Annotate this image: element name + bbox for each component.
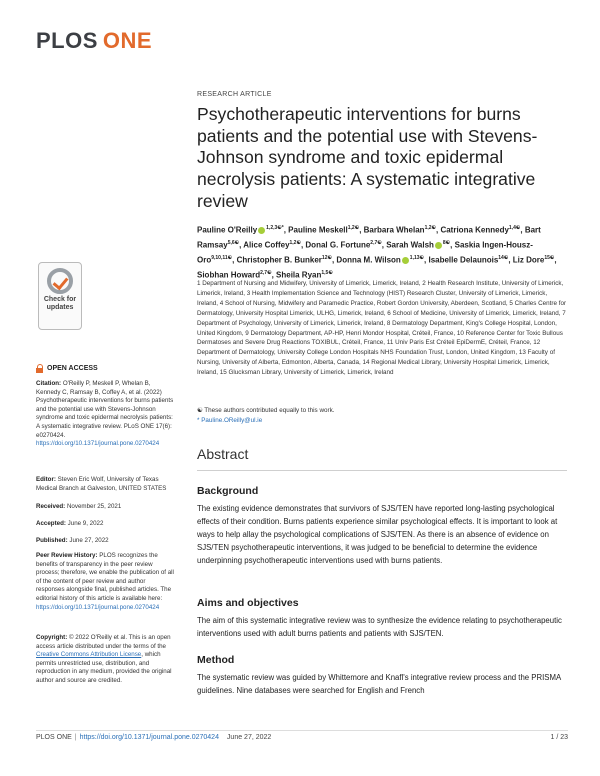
editor-text: Steven Eric Wolf, University of Texas Medical Branch at Galveston, UNITED STATES xyxy=(36,476,167,492)
copyright-block xyxy=(36,634,174,686)
author-separator: , xyxy=(554,255,557,265)
author-name[interactable]: Christopher B. Bunker xyxy=(236,255,322,265)
published-block xyxy=(36,537,174,546)
author-separator: , xyxy=(232,255,237,265)
published-label: Published: xyxy=(36,537,68,544)
author-affiliation-sup: 2,7☯ xyxy=(370,239,382,246)
article-type: RESEARCH ARTICLE xyxy=(197,91,272,98)
accepted-block xyxy=(36,520,174,529)
received-label: Received: xyxy=(36,503,66,510)
author-separator: , xyxy=(331,255,337,265)
author-affiliation-sup: 1,4☯ xyxy=(508,225,521,231)
footer-journal: PLOS ONE xyxy=(36,734,72,741)
citation-label: Citation: xyxy=(36,380,62,387)
section-text-aims: The aim of this systematic integrative review was to synthesize the evidence relating to psychotherapeutic interventions used with adult burns patients and patients with SJS/TEN. xyxy=(197,616,562,639)
author-affiliation-sup: 1,5☯ xyxy=(321,269,333,276)
check-for-updates-badge[interactable] xyxy=(38,262,82,330)
received-block xyxy=(36,503,174,512)
editor-block xyxy=(36,476,174,493)
copyright-label: Copyright: xyxy=(36,634,68,641)
peer-review-link[interactable]: https://doi.org/10.1371/journal.pone.0270424 xyxy=(36,603,160,611)
article-title: Psychotherapeutic interventions for burns patients and the potential use with Stevens-Johnson syndrome and toxic epidermal necrolysis patients: A systematic integrative review xyxy=(197,104,538,211)
cc-license-link[interactable]: Creative Commons Attribution License xyxy=(36,651,142,659)
author-name[interactable]: Pauline Meskell xyxy=(288,225,348,235)
author-separator: , xyxy=(436,225,441,235)
author-separator: , xyxy=(239,240,244,250)
author-name[interactable]: Donal G. Fortune xyxy=(305,240,371,250)
journal-logo[interactable] xyxy=(36,28,152,54)
author-list xyxy=(197,222,567,281)
author-name[interactable]: Liz Dore xyxy=(512,255,545,265)
author-separator: , xyxy=(508,255,513,265)
author-affiliation-sup: 9,10,11☯ xyxy=(211,254,233,261)
citation-text: O'Reilly P, Meskell P, Whelan B, Kennedy C, Ramsay B, Coffey A, et al. (2022) Psychotherapeutic interventions for burns patients and the potential use with Stevens-Johnson syndrome and toxic epidermal necrolysis patients: A systematic integrative review. PLoS ONE 17(6): e0270424. xyxy=(36,380,174,439)
peer-review-block xyxy=(36,552,174,612)
footer-divider xyxy=(36,730,568,731)
author-separator: , xyxy=(520,225,525,235)
orcid-icon[interactable] xyxy=(258,227,265,234)
copyright-text-1: © 2022 O'Reilly et al. This is an open access article distributed under the terms of the xyxy=(36,634,171,650)
check-updates-line2: updates xyxy=(46,304,74,311)
author-affiliation-sup: 12☯ xyxy=(321,254,332,261)
logo-one: ONE xyxy=(102,28,153,53)
author-name[interactable]: Barbara Whelan xyxy=(363,225,425,235)
orcid-icon[interactable] xyxy=(402,257,409,264)
affiliations: 1 Department of Nursing and Midwifery, University of Limerick, Limerick, Ireland, 2 Health Research Institute, University of Limerick, Limerick, Ireland, 3 Health Implementation Science and Technology (HIST) Research Cluster, University of Limerick, Limerick, Ireland, 4 School of Nursing, Midwifery and Paramedic Practice, Robert Gordon University, Aberdeen, Scotland, 5 Charles Centre for Dermatology, University Hospital Limerick, ULHG, Limerick, Ireland, 6 School of Medicine, University of Limerick, Limerick, Ireland, 7 Department of Psychology, University of Limerick, Limerick, Ireland, 8 Dermatology Department, King's College Hospital, London, United Kingdom, 9 Dermatology Department, AP-HP, Henri Mondor Hospital, Créteil, France, 10 Reference Center for Toxic Bullous Dermatoses and Severe Drug Reactions TOXIBUL, Créteil, France, 11 Univ Paris Est Créteil EpiDermE, Créteil, France, 12 Department of Dermatology, University College London Hospitals NHS Foundation Trust, London, United Kingdom, 13 Faculty of Nursing, University of Alberta, Edmonton, Alberta, Canada, 14 Regional Medical Library, University Hospital Limerick, Limerick, Ireland, 15 Glucksman Library, University of Limerick, Limerick, Ireland xyxy=(197,280,567,377)
author-name[interactable]: Isabelle Delaunois xyxy=(428,255,499,265)
author-affiliation-sup: 15☯ xyxy=(544,254,555,261)
author-name[interactable]: Pauline O'Reilly xyxy=(197,225,258,235)
author-separator: , xyxy=(381,240,387,250)
abstract-divider xyxy=(197,470,567,471)
copyright-text-2: , which permits unrestricted use, distribution, and reproduction in any medium, provided the original author and source are credited. xyxy=(36,651,172,684)
logo-plos: PLOS xyxy=(36,28,98,53)
equal-contribution-note: ☯ These authors contributed equally to this work. xyxy=(197,407,335,414)
author-separator: , xyxy=(424,255,429,265)
section-heading-aims: Aims and objectives xyxy=(197,597,299,609)
author-affiliation-sup: 14☯ xyxy=(498,254,509,261)
author-affiliation-sup: 1,2☯ xyxy=(347,225,360,231)
author-name[interactable]: Sheila Ryan xyxy=(276,270,322,280)
author-affiliation-sup: 5,6☯ xyxy=(227,239,240,246)
author-separator: , xyxy=(283,225,289,235)
orcid-icon[interactable] xyxy=(435,242,442,249)
peer-review-label: Peer Review History: xyxy=(36,552,98,559)
author-name[interactable]: Siobhan Howard xyxy=(197,270,261,280)
author-separator: , xyxy=(300,240,306,250)
abstract-heading: Abstract xyxy=(197,446,249,462)
check-updates-line1: Check for xyxy=(43,296,77,303)
author-name[interactable]: Catriona Kennedy xyxy=(440,225,509,235)
footer-separator: | xyxy=(74,734,77,741)
author-affiliation-sup: 1,13☯ xyxy=(409,254,425,261)
accepted-value: June 9, 2022 xyxy=(67,520,104,527)
check-updates-icon xyxy=(47,268,73,294)
accepted-label: Accepted: xyxy=(36,520,66,527)
open-access-label xyxy=(36,364,98,373)
editor-label: Editor: xyxy=(36,476,56,483)
author-name[interactable]: Bart Ramsay xyxy=(197,225,541,250)
author-affiliation-sup: 2,7☯ xyxy=(260,269,272,276)
citation-doi-link[interactable]: https://doi.org/10.1371/journal.pone.0270424 xyxy=(36,440,160,448)
author-name[interactable]: Saskia Ingen-Housz-Oro xyxy=(197,240,533,265)
author-name[interactable]: Sarah Walsh xyxy=(386,240,434,250)
received-value: November 25, 2021 xyxy=(66,503,122,510)
section-heading-method: Method xyxy=(197,654,235,666)
citation-block xyxy=(36,380,174,449)
open-access-text: OPEN ACCESS xyxy=(47,365,98,372)
author-name[interactable]: Alice Coffey xyxy=(243,240,290,250)
section-text-method: The systematic review was guided by Whittemore and Knafl's integrative review process and the PRISMA guidelines. Nine databases were searched for English and French xyxy=(197,673,561,696)
author-name[interactable]: Donna M. Wilson xyxy=(336,255,401,265)
author-separator: , xyxy=(271,270,277,280)
author-affiliation-sup: 8☯ xyxy=(442,239,451,246)
author-affiliation-sup: 1,2,3☯* xyxy=(266,225,284,231)
section-heading-background: Background xyxy=(197,485,259,497)
corresponding-email-link[interactable]: * Pauline.OReilly@ul.ie xyxy=(197,417,263,424)
peer-review-text: PLOS recognizes the benefits of transparency in the peer review process; therefore, we enable the publication of all of the content of peer review and author responses alongside final, published articles. The editorial history of this article is available here: xyxy=(36,552,174,602)
author-affiliation-sup: 1,2☯ xyxy=(289,239,301,246)
footer-doi-link[interactable]: https://doi.org/10.1371/journal.pone.0270424 xyxy=(79,734,219,741)
footer-date: June 27, 2022 xyxy=(226,734,272,741)
published-value: June 27, 2022 xyxy=(69,537,109,544)
section-text-background: The existing evidence demonstrates that survivors of SJS/TEN have reported long-lasting psychological effects of their condition. Burns patients experience similar psychological effects. It is important to look at ways to help allay the psychological complications of SJS/TEN. As there is an absence of evidence on SJS/TEN psychotherapeutic interventions, it was judged to be beneficial to determine the evidence underpinning psychotherapeutic interventions used with burns patients. xyxy=(197,504,558,566)
author-affiliation-sup: 1,2☯ xyxy=(424,225,436,231)
author-separator: , xyxy=(359,225,364,235)
footer-citation xyxy=(36,734,271,741)
open-lock-icon xyxy=(36,364,43,373)
author-separator: , xyxy=(450,240,455,250)
page-number: 1 / 23 xyxy=(550,734,568,741)
